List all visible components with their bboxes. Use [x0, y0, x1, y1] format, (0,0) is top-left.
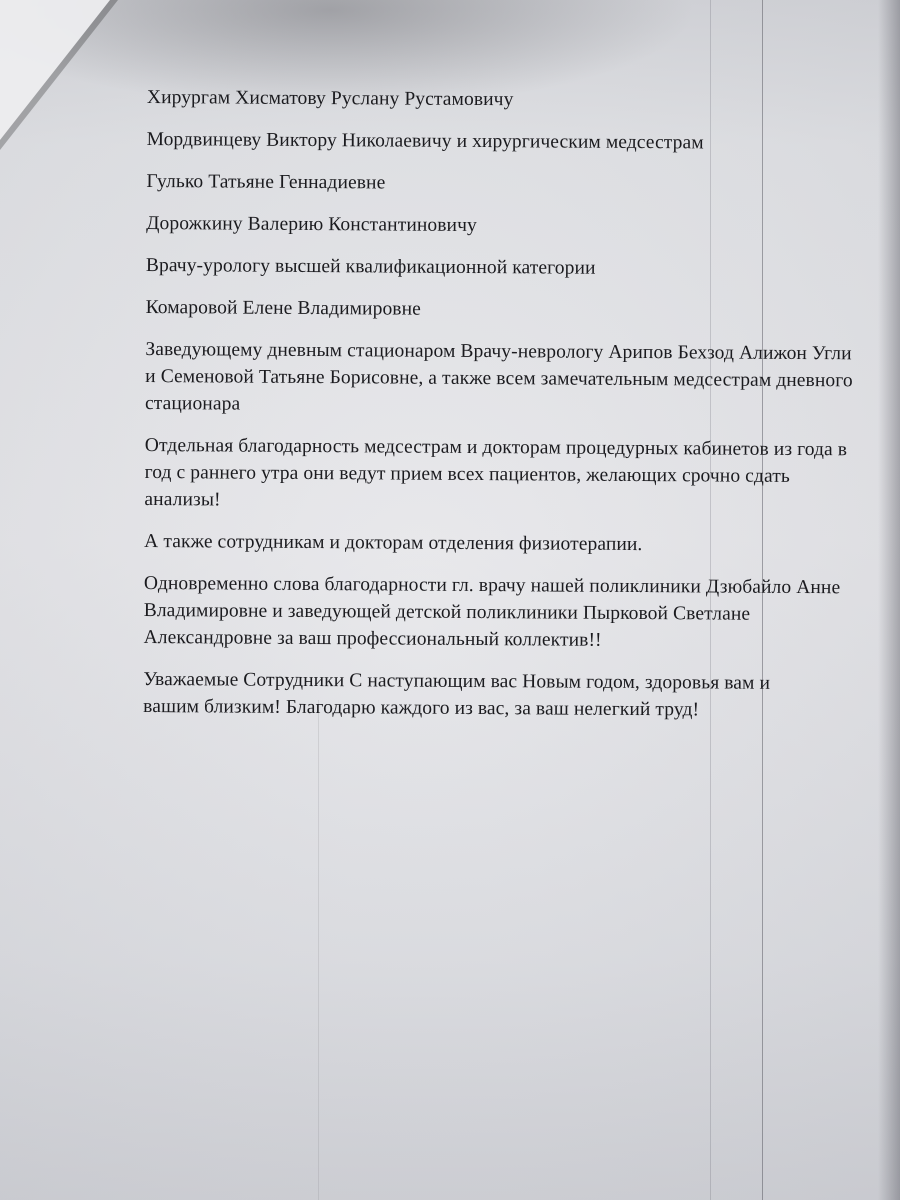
paragraph-chief-doctor: Одновременно слова благодарности гл. врачу нашей поликлиники Дзюбайло Анне Владимировне и заведующей детской поликлиники Пырковой Светлане Александровне за ваш профессиональный коллектив!! — [143, 572, 841, 651]
paragraph-procedure-rooms: Отдельная благодарность медсестрам и докторам процедурных кабинетов из года в год с раннего утра они ведут прием всех пациентов, желающих срочно сдать анализы! — [144, 434, 848, 511]
paragraph-day-hospital: Заведующему дневным стационаром Врачу-неврологу Арипов Бехзод Алижон Угли и Семеновой Татьяне Борисовне, а также всем замечательным медсестрам дневного стационара — [144, 338, 853, 415]
paragraph-dorozhkin: Дорожкину Валерию Константиновичу — [146, 212, 477, 237]
paragraph-gulko: Гулько Татьяне Геннадиевне — [146, 170, 386, 194]
paragraph-urologist: Врачу-урологу высшей квалификационной категории — [145, 254, 596, 279]
paper-crease — [318, 700, 319, 1200]
paper-edge-shadow — [878, 0, 900, 1200]
letter-body — [143, 84, 867, 739]
paragraph-komarova: Комаровой Елене Владимировне — [145, 296, 421, 320]
paragraph-mordvintsev: Мордвинцеву Виктору Николаевичу и хирургическим медсестрам — [146, 128, 704, 154]
folded-corner — [0, 0, 110, 140]
paragraph-new-year-greeting: Уважаемые Сотрудники С наступающим вас Новым годом, здоровья вам и вашим близким! Благодарю каждого из вас, за ваш нелегкий труд! — [143, 668, 771, 721]
paragraph-physiotherapy: А также сотрудникам и докторам отделения физиотерапии. — [144, 530, 643, 556]
paragraph-surgeon-khismatov: Хирургам Хисматову Руслану Рустамовичу — [146, 86, 514, 111]
